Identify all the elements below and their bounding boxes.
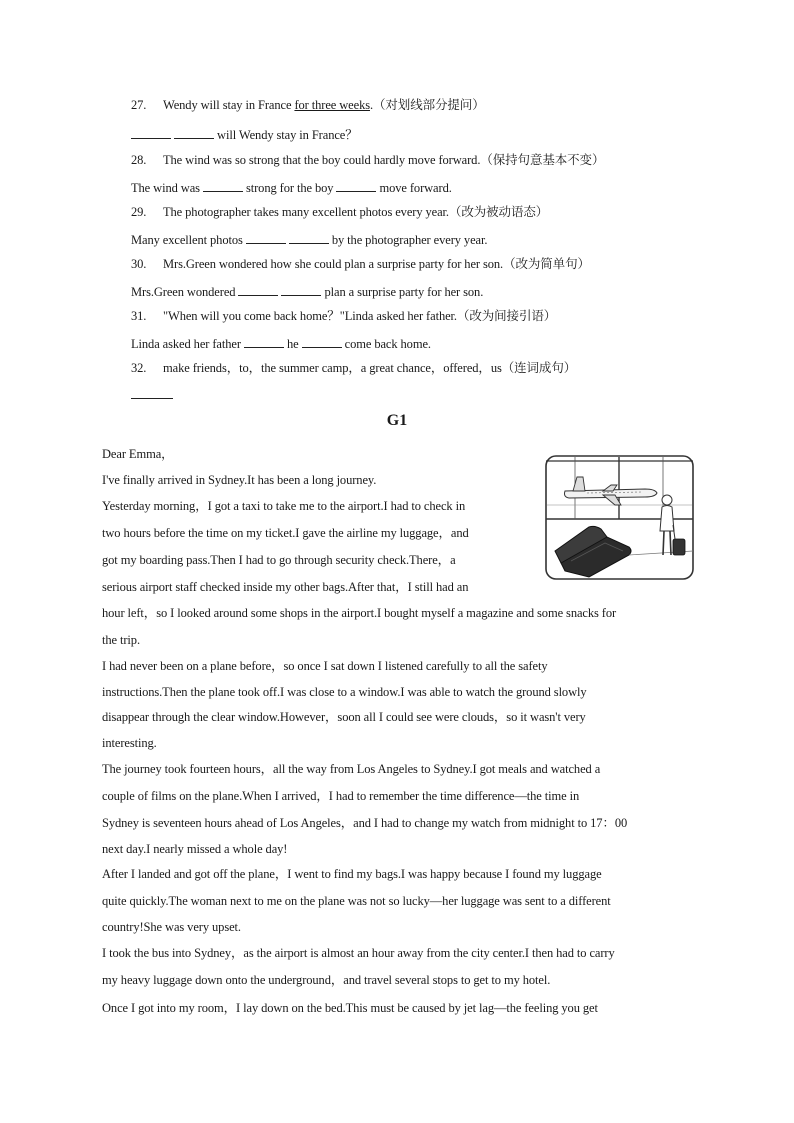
answer-text: move forward. (376, 181, 452, 195)
question-text: make friends，to，the summer camp，a great chance，offered，us（连词成句） (163, 361, 577, 375)
question-number: 29. (131, 205, 147, 219)
answer-text: Many excellent photos (131, 233, 246, 247)
letter-line: Sydney is seventeen hours ahead of Los Angeles，and I had to change my watch from midnight to 17：00 (102, 816, 628, 830)
answer-blank[interactable] (203, 179, 243, 192)
letter-line: The journey took fourteen hours，all the way from Los Angeles to Sydney.I got meals and watched a (102, 762, 601, 776)
underlined-phrase: for three weeks (294, 98, 370, 112)
question-number: 31. (131, 309, 147, 323)
answer-line-28 (131, 179, 452, 196)
letter-line: I took the bus into Sydney，as the airport is almost an hour away from the city center.I then had to carry (102, 946, 615, 960)
letter-line: serious airport staff checked inside my other bags.After that，I still had an (102, 580, 469, 594)
answer-text: Mrs.Green wondered (131, 285, 239, 299)
answer-line-27 (131, 126, 358, 143)
question-30 (131, 256, 590, 272)
answer-blank[interactable] (238, 283, 278, 296)
letter-line: hour left，so I looked around some shops in the airport.I bought myself a magazine and some snacks for (102, 606, 617, 620)
letter-line: I've finally arrived in Sydney.It has been a long journey. (102, 473, 377, 487)
letter-line: After I landed and got off the plane，I went to find my bags.I was happy because I found my luggage (102, 867, 602, 881)
answer-line-29 (131, 231, 487, 248)
letter-line: country!She was very upset. (102, 920, 241, 934)
letter-line: couple of films on the plane.When I arrived，I had to remember the time difference—the time in (102, 789, 580, 803)
answer-blank[interactable] (336, 179, 376, 192)
letter-line: the trip. (102, 633, 140, 647)
question-27 (131, 97, 485, 113)
question-text: The photographer takes many excellent photos every year.（改为被动语态） (163, 205, 549, 219)
answer-blank[interactable] (174, 126, 214, 139)
answer-text: Linda asked her father (131, 337, 244, 351)
answer-text: The wind was (131, 181, 203, 195)
section-title: G1 (386, 412, 408, 429)
answer-text: he (283, 337, 302, 351)
question-text: The wind was so strong that the boy could hardly move forward.（保持句意基本不变） (163, 153, 605, 167)
question-number: 27. (131, 98, 147, 112)
answer-blank[interactable] (302, 335, 342, 348)
question-31 (131, 308, 556, 324)
letter-line: got my boarding pass.Then I had to go through security check.There，a (102, 553, 456, 567)
question-number: 30. (131, 257, 147, 271)
letter-line: instructions.Then the plane took off.I was close to a window.I was able to watch the ground slowly (102, 685, 587, 699)
letter-line: interesting. (102, 736, 157, 750)
answer-text: by the photographer every year. (328, 233, 488, 247)
answer-text: will Wendy stay in France？ (214, 128, 358, 142)
question-28 (131, 152, 604, 168)
airport-lounge-illustration (545, 455, 694, 580)
question-number: 28. (131, 153, 147, 167)
question-32 (131, 360, 576, 376)
answer-line-31 (131, 335, 431, 352)
letter-line: next day.I nearly missed a whole day! (102, 842, 288, 856)
letter-line: I had never been on a plane before，so once I sat down I listened carefully to all the safety (102, 659, 548, 673)
question-29 (131, 204, 548, 220)
answer-blank[interactable] (244, 335, 284, 348)
answer-blank[interactable] (246, 231, 286, 244)
letter-line: quite quickly.The woman next to me on the plane was not so lucky—her luggage was sent to a different (102, 894, 611, 908)
letter-greeting: Dear Emma， (102, 447, 174, 461)
answer-blank[interactable] (289, 231, 329, 244)
question-text: "When will you come back home？"Linda asked her father.（改为间接引语） (163, 309, 557, 323)
question-text: Wendy will stay in France (163, 98, 295, 112)
question-text: Mrs.Green wondered how she could plan a surprise party for her son.（改为简单句） (163, 257, 590, 271)
letter-line: Yesterday morning，I got a taxi to take me to the airport.I had to check in (102, 499, 466, 513)
question-instruction: .（对划线部分提问） (369, 98, 485, 112)
answer-line-32 (131, 386, 173, 403)
letter-line: Once I got into my room，I lay down on the bed.This must be caused by jet lag—the feeling you get (102, 1001, 598, 1015)
letter-line: disappear through the clear window.However，soon all I could see were clouds，so it wasn't very (102, 710, 586, 724)
letter-line: my heavy luggage down onto the underground，and travel several stops to get to my hotel. (102, 973, 551, 987)
answer-text: strong for the boy (242, 181, 337, 195)
question-number: 32. (131, 361, 147, 375)
answer-text: plan a surprise party for her son. (321, 285, 484, 299)
answer-blank[interactable] (131, 126, 171, 139)
answer-blank[interactable] (281, 283, 321, 296)
letter-line: two hours before the time on my ticket.I gave the airline my luggage，and (102, 526, 469, 540)
answer-blank[interactable] (131, 386, 173, 399)
answer-line-30 (131, 283, 483, 300)
answer-text: come back home. (341, 337, 431, 351)
